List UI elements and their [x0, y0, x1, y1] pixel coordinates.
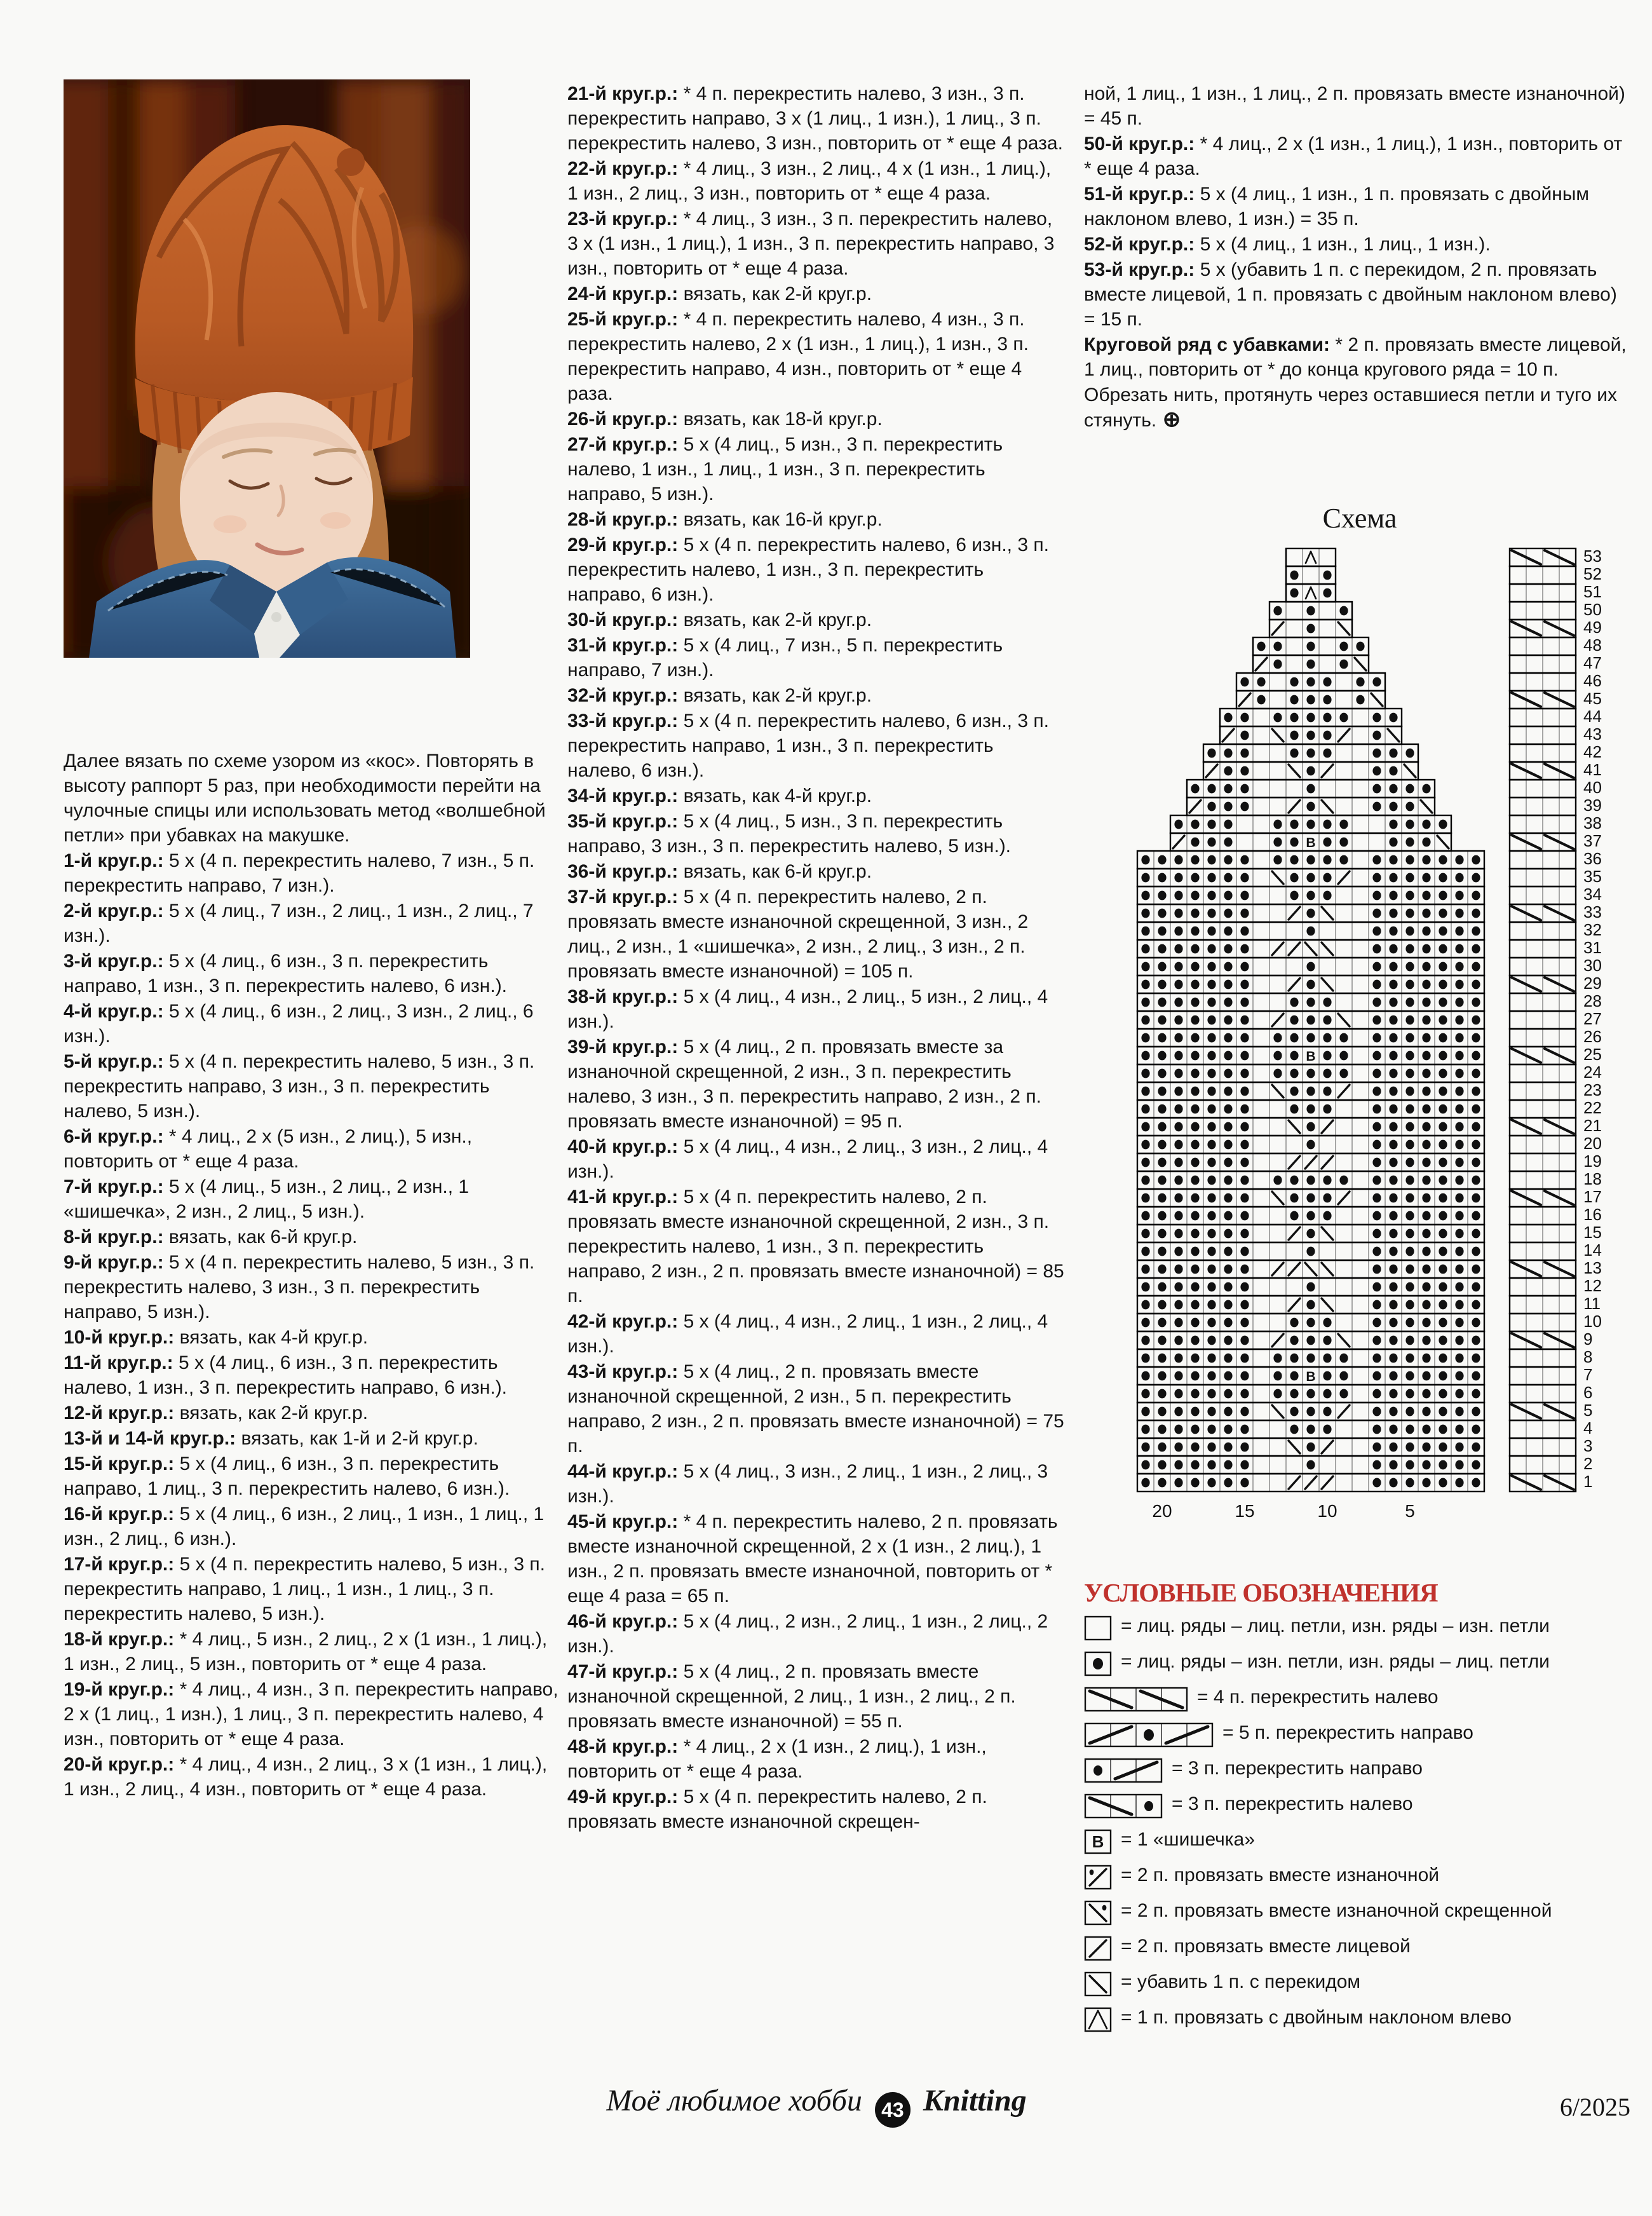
legend-item	[1084, 1685, 1643, 1715]
svg-text:41: 41	[1583, 760, 1602, 779]
svg-text:15: 15	[1583, 1223, 1602, 1242]
legend-text: = 2 п. провязать вместе лицевой	[1121, 1936, 1411, 1957]
instruction-row: 4-й круг.р.: 5 х (4 лиц., 6 изн., 2 лиц., 3 изн., 2 лиц., 6 изн.).	[64, 1001, 534, 1047]
svg-text:47: 47	[1583, 653, 1602, 672]
legend-item	[1084, 1792, 1643, 1822]
row-label: 18-й круг.р.:	[64, 1629, 180, 1650]
svg-text:13: 13	[1583, 1258, 1602, 1277]
instruction-row: 19-й круг.р.: * 4 лиц., 4 изн., 3 п. перекрестить направо, 2 х (1 лиц., 1 изн.), 1 лиц., 3 п. перекрестить налево, 4 изн., повторить от * еще 4 раза.	[64, 1679, 559, 1750]
legend-text: = 3 п. перекрестить налево	[1172, 1793, 1413, 1814]
legend-symbol	[1084, 1936, 1112, 1964]
row-label: 26-й круг.р.:	[567, 409, 684, 430]
instruction-row: 34-й круг.р.: вязать, как 4-й круг.р.	[567, 785, 872, 806]
row-label: 51-й круг.р.:	[1084, 184, 1200, 205]
row-label: 47-й круг.р.:	[567, 1661, 684, 1682]
instruction-row: 28-й круг.р.: вязать, как 16-й круг.р.	[567, 509, 883, 530]
instruction-row: 35-й круг.р.: 5 х (4 лиц., 5 изн., 3 п. перекрестить направо, 3 изн., 3 п. перекрестить налево, 5 изн.).	[567, 811, 1012, 857]
instruction-row: 44-й круг.р.: 5 х (4 лиц., 3 изн., 2 лиц., 1 изн., 2 лиц., 3 изн.).	[567, 1461, 1048, 1507]
row-label: 40-й круг.р.:	[567, 1136, 684, 1157]
row-label: 35-й круг.р.:	[567, 811, 684, 832]
instruction-row: 20-й круг.р.: * 4 лиц., 4 изн., 2 лиц., 3 х (1 изн., 1 лиц.), 1 изн., 2 лиц., 4 изн., повторить от * еще 4 раза.	[64, 1754, 548, 1800]
instruction-row: 41-й круг.р.: 5 х (4 п. перекрестить налево, 2 п. провязать вместе изнаночной скрещенной, 2 изн., 3 п. перекрестить налево, 1 изн., 3 п. перекрестить направо, 2 изн., 2 п. провязать вместе изнаночной) = 85 п.	[567, 1186, 1064, 1307]
row-label: 22-й круг.р.:	[567, 158, 684, 179]
row-label: 11-й круг.р.:	[64, 1352, 179, 1373]
legend-symbol	[1084, 1758, 1163, 1786]
row-label: 5-й круг.р.:	[64, 1051, 169, 1072]
legend-item	[1084, 1614, 1643, 1644]
instruction-row: 12-й круг.р.: вязать, как 2-й круг.р.	[64, 1403, 369, 1424]
instruction-row: 5-й круг.р.: 5 х (4 п. перекрестить налево, 5 изн., 3 п. перекрестить направо, 3 изн., 3 п. перекрестить налево, 5 изн.).	[64, 1051, 535, 1122]
instruction-row: Круговой ряд с убавками: * 2 п. провязать вместе лицевой, 1 лиц., повторить от * до конца кругового ряда = 10 п.	[1084, 334, 1627, 380]
svg-text:19: 19	[1583, 1152, 1602, 1171]
instruction-row: 39-й круг.р.: 5 х (4 лиц., 2 п. провязать вместе за изнаночной скрещенной, 2 изн., 3 п. перекрестить налево, 3 изн., 3 п. перекрестить направо, 2 изн., 2 п. провязать вместе изнаночной) = 95 п.	[567, 1037, 1041, 1132]
instruction-row: 31-й круг.р.: 5 х (4 лиц., 7 изн., 5 п. перекрестить направо, 7 изн.).	[567, 635, 1003, 681]
legend-symbol-p2togtbl	[1084, 1900, 1112, 1926]
svg-text:14: 14	[1583, 1241, 1602, 1260]
row-label: 39-й круг.р.:	[567, 1037, 684, 1057]
row-label: 52-й круг.р.:	[1084, 234, 1200, 255]
legend-item	[1084, 1650, 1643, 1680]
legend-item	[1084, 1934, 1643, 1964]
instruction-row: 43-й круг.р.: 5 х (4 лиц., 2 п. провязать вместе изнаночной скрещенной, 2 изн., 5 п. перекрестить направо, 2 изн., 2 п. провязать вместе изнаночной) = 75 п.	[567, 1361, 1064, 1457]
legend-symbol-cdd	[1084, 2007, 1112, 2032]
middle-column	[567, 81, 1065, 1835]
svg-text:9: 9	[1583, 1329, 1593, 1349]
instruction-row: 50-й круг.р.: * 4 лиц., 2 х (1 изн., 1 лиц.), 1 изн., повторить от * еще 4 раза.	[1084, 133, 1623, 179]
svg-text:21: 21	[1583, 1116, 1602, 1135]
legend-symbol-k2tog	[1084, 1936, 1112, 1961]
svg-text:5: 5	[1583, 1401, 1593, 1420]
legend-symbol	[1084, 1651, 1112, 1680]
legend-symbol-cable4l	[1084, 1687, 1188, 1712]
instruction-row: 53-й круг.р.: 5 х (убавить 1 п. с перекидом, 2 п. провязать вместе лицевой, 1 п. провязать с двойным наклоном влево) = 15 п.	[1084, 259, 1617, 330]
chart-grid	[1099, 543, 1633, 1560]
instruction-row: 3-й круг.р.: 5 х (4 лиц., 6 изн., 3 п. перекрестить направо, 1 изн., 3 п. перекрестить налево, 6 изн.).	[64, 951, 508, 996]
instruction-row: 13-й и 14-й круг.р.: вязать, как 1-й и 2-й круг.р.	[64, 1428, 478, 1449]
row-label: 2-й круг.р.:	[64, 901, 169, 921]
svg-text:16: 16	[1583, 1205, 1602, 1224]
svg-text:37: 37	[1583, 831, 1602, 850]
legend-text: = убавить 1 п. с перекидом	[1121, 1971, 1361, 1992]
svg-text:6: 6	[1583, 1383, 1593, 1402]
instruction-row: Обрезать нить, протянуть через оставшиеся петли и туго их стянуть. ⊕	[1084, 384, 1618, 432]
legend-item	[1084, 1828, 1643, 1858]
row-label: 1-й круг.р.:	[64, 850, 169, 871]
instruction-row: 24-й круг.р.: вязать, как 2-й круг.р.	[567, 283, 872, 304]
svg-text:2: 2	[1583, 1454, 1593, 1473]
svg-text:34: 34	[1583, 885, 1602, 904]
row-label: 37-й круг.р.:	[567, 887, 684, 907]
svg-text:15: 15	[1235, 1501, 1255, 1521]
chart-title: Схема	[1322, 503, 1397, 534]
svg-text:24: 24	[1583, 1063, 1602, 1082]
svg-text:23: 23	[1583, 1080, 1602, 1099]
row-label: 19-й круг.р.:	[64, 1679, 180, 1700]
row-label: 29-й круг.р.:	[567, 534, 684, 555]
svg-text:51: 51	[1583, 582, 1602, 601]
svg-text:38: 38	[1583, 813, 1602, 833]
legend-text: = 1 «шишечка»	[1121, 1829, 1255, 1850]
svg-text:36: 36	[1583, 849, 1602, 868]
legend-symbol	[1084, 1687, 1188, 1715]
legend-symbol-purl	[1084, 1651, 1112, 1676]
footer-issue: 6/2025	[1559, 2093, 1630, 2121]
row-label: 15-й круг.р.:	[64, 1453, 180, 1474]
svg-text:27: 27	[1583, 1009, 1602, 1028]
legend-symbol-cross3l	[1084, 1793, 1163, 1819]
svg-text:50: 50	[1583, 600, 1602, 619]
row-label: 53-й круг.р.:	[1084, 259, 1200, 280]
legend-symbol-knit	[1084, 1615, 1112, 1641]
svg-text:46: 46	[1583, 671, 1602, 690]
instruction-row: 23-й круг.р.: * 4 лиц., 3 изн., 3 п. перекрестить налево, 3 х (1 изн., 1 лиц.), 1 изн., 3 п. перекрестить направо, 3 изн., повторить от * еще 4 раза.	[567, 208, 1055, 279]
footer-brand-left: Моё любимое хобби	[606, 2084, 862, 2117]
svg-text:44: 44	[1583, 707, 1602, 726]
svg-text:12: 12	[1583, 1276, 1602, 1295]
row-label: 8-й круг.р.:	[64, 1227, 169, 1247]
legend-item	[1084, 2006, 1643, 2036]
instruction-row: 49-й круг.р.: 5 х (4 п. перекрестить налево, 2 п. провязать вместе изнаночной скрещен-	[567, 1786, 987, 1832]
knitting-chart	[1099, 502, 1633, 1563]
instruction-row: 25-й круг.р.: * 4 п. перекрестить налево, 4 изн., 3 п. перекрестить налево, 2 х (1 изн., 1 лиц.), 1 изн., 3 п. перекрестить направо, 4 изн., повторить от * еще 4 раза.	[567, 309, 1029, 404]
svg-text:1: 1	[1583, 1472, 1593, 1491]
instruction-row: 6-й круг.р.: * 4 лиц., 2 х (5 изн., 2 лиц.), 5 изн., повторить от * еще 4 раза.	[64, 1126, 473, 1172]
svg-text:28: 28	[1583, 991, 1602, 1010]
instruction-row: 47-й круг.р.: 5 х (4 лиц., 2 п. провязать вместе изнаночной скрещенной, 2 лиц., 1 изн., 2 лиц., 2 п. провязать вместе изнаночной) = 55 п.	[567, 1661, 1016, 1732]
instruction-row: 40-й круг.р.: 5 х (4 лиц., 4 изн., 2 лиц., 3 изн., 2 лиц., 4 изн.).	[567, 1136, 1048, 1182]
page-number-badge: 43	[875, 2092, 911, 2128]
svg-text:30: 30	[1583, 956, 1602, 975]
svg-text:42: 42	[1583, 742, 1602, 761]
row-label: 33-й круг.р.:	[567, 710, 684, 731]
svg-text:17: 17	[1583, 1187, 1602, 1206]
row-label: 43-й круг.р.:	[567, 1361, 684, 1382]
row-label: 20-й круг.р.:	[64, 1754, 180, 1775]
row-label: 23-й круг.р.:	[567, 208, 684, 229]
instruction-row: 38-й круг.р.: 5 х (4 лиц., 4 изн., 2 лиц., 5 изн., 2 лиц., 4 изн.).	[567, 986, 1048, 1032]
svg-text:5: 5	[1405, 1501, 1415, 1521]
instruction-row: 33-й круг.р.: 5 х (4 п. перекрестить налево, 6 изн., 3 п. перекрестить направо, 1 изн., 3 п. перекрестить налево, 6 изн.).	[567, 710, 1049, 781]
instruction-row: 51-й круг.р.: 5 х (4 лиц., 1 изн., 1 п. провязать с двойным наклоном влево, 1 изн.) = 35 п.	[1084, 184, 1590, 229]
row-label: 36-й круг.р.:	[567, 861, 684, 882]
row-label: 6-й круг.р.:	[64, 1126, 169, 1147]
end-of-pattern-icon: ⊕	[1156, 407, 1181, 432]
left-column	[64, 749, 560, 1802]
row-label: 16-й круг.р.:	[64, 1504, 180, 1525]
instruction-row: 52-й круг.р.: 5 х (4 лиц., 1 изн., 1 лиц., 1 изн.).	[1084, 234, 1491, 255]
row-label: 24-й круг.р.:	[567, 283, 684, 304]
row-label: 31-й круг.р.:	[567, 635, 684, 656]
instruction-row: Далее вязать по схеме узором из «кос». Повторять в высоту раппорт 5 раз, при необходимости перейти на чулочные спицы или использовать метод «волшебной петли» при убавках на макушке.	[64, 751, 546, 846]
instruction-row: 22-й круг.р.: * 4 лиц., 3 изн., 2 лиц., 4 х (1 изн., 1 лиц.), 1 изн., 2 лиц., 3 изн., повторить от * еще 4 раза.	[567, 158, 1052, 204]
legend-symbol	[1084, 1900, 1112, 1929]
row-label: 49-й круг.р.:	[567, 1786, 684, 1807]
instruction-row: 8-й круг.р.: вязать, как 6-й круг.р.	[64, 1227, 358, 1247]
instruction-row: 17-й круг.р.: 5 х (4 п. перекрестить налево, 5 изн., 3 п. перекрестить направо, 1 лиц., 1 изн., 1 лиц., 3 п. перекрестить налево, 5 изн.).	[64, 1554, 545, 1624]
legend-symbol-bobble	[1084, 1829, 1112, 1854]
row-label: 13-й и 14-й круг.р.:	[64, 1428, 241, 1449]
row-label: 9-й круг.р.:	[64, 1252, 169, 1273]
instruction-row: 46-й круг.р.: 5 х (4 лиц., 2 изн., 2 лиц., 1 изн., 2 лиц., 2 изн.).	[567, 1611, 1048, 1657]
svg-text:48: 48	[1583, 636, 1602, 655]
svg-text:20: 20	[1583, 1134, 1602, 1153]
legend-symbol	[1084, 1793, 1163, 1822]
instruction-row: 2-й круг.р.: 5 х (4 лиц., 7 изн., 2 лиц., 1 изн., 2 лиц., 7 изн.).	[64, 901, 534, 946]
row-label: 12-й круг.р.:	[64, 1403, 180, 1424]
svg-text:26: 26	[1583, 1027, 1602, 1046]
svg-text:29: 29	[1583, 974, 1602, 993]
svg-text:53: 53	[1583, 547, 1602, 566]
svg-text:31: 31	[1583, 938, 1602, 957]
row-label: 41-й круг.р.:	[567, 1186, 684, 1207]
row-label: 25-й круг.р.:	[567, 309, 684, 330]
svg-text:43: 43	[1583, 724, 1602, 744]
row-label: 21-й круг.р.:	[567, 83, 684, 104]
legend	[1084, 1577, 1643, 2041]
legend-item	[1084, 1757, 1643, 1786]
svg-text:3: 3	[1583, 1436, 1593, 1455]
instruction-row: ной, 1 лиц., 1 изн., 1 лиц., 2 п. провязать вместе изнаночной) = 45 п.	[1084, 83, 1625, 129]
row-label: 45-й круг.р.:	[567, 1511, 684, 1532]
legend-symbol	[1084, 1829, 1112, 1858]
legend-text: = 1 п. провязать с двойным наклоном влево	[1121, 2007, 1512, 2028]
svg-text:52: 52	[1583, 564, 1602, 583]
instruction-row: 7-й круг.р.: 5 х (4 лиц., 5 изн., 2 лиц., 2 изн., 1 «шишечка», 2 изн., 2 лиц., 5 изн.).	[64, 1176, 470, 1222]
svg-text:4: 4	[1583, 1418, 1593, 1438]
legend-symbol-cross3r	[1084, 1758, 1163, 1783]
row-label: 28-й круг.р.:	[567, 509, 684, 530]
instruction-row: 30-й круг.р.: вязать, как 2-й круг.р.	[567, 609, 872, 630]
svg-text:B: B	[1306, 1370, 1316, 1384]
row-label: 30-й круг.р.:	[567, 609, 684, 630]
instruction-row: 27-й круг.р.: 5 х (4 лиц., 5 изн., 3 п. перекрестить налево, 1 изн., 1 лиц., 1 изн., 3 п. перекрестить направо, 5 изн.).	[567, 434, 1003, 505]
row-label: 48-й круг.р.:	[567, 1736, 684, 1757]
legend-item	[1084, 1899, 1643, 1929]
row-label: 32-й круг.р.:	[567, 685, 684, 706]
svg-text:33: 33	[1583, 902, 1602, 921]
svg-text:49: 49	[1583, 618, 1602, 637]
instruction-row: 21-й круг.р.: * 4 п. перекрестить налево, 3 изн., 3 п. перекрестить направо, 3 х (1 лиц., 1 изн.), 1 лиц., 3 п. перекрестить налево, 3 изн., повторить от * еще 4 раза.	[567, 83, 1063, 154]
svg-text:39: 39	[1583, 796, 1602, 815]
row-label: 10-й круг.р.:	[64, 1327, 180, 1348]
row-label: 42-й круг.р.:	[567, 1311, 684, 1332]
svg-text:11: 11	[1583, 1294, 1601, 1313]
row-label: 17-й круг.р.:	[64, 1554, 180, 1575]
instruction-row: 37-й круг.р.: 5 х (4 п. перекрестить налево, 2 п. провязать вместе изнаночной скрещенной, 3 изн., 2 лиц., 2 изн., 1 «шишечка», 2 изн., 2 лиц., 3 изн., 2 п. провязать вместе изнаночной) = 105 п.	[567, 887, 1029, 982]
instruction-row: 1-й круг.р.: 5 х (4 п. перекрестить налево, 7 изн., 5 п. перекрестить направо, 7 изн.).	[64, 850, 535, 896]
svg-text:8: 8	[1583, 1347, 1593, 1366]
svg-text:20: 20	[1152, 1501, 1172, 1521]
svg-text:7: 7	[1583, 1365, 1593, 1384]
legend-items	[1084, 1614, 1643, 2036]
row-label: Круговой ряд с убавками:	[1084, 334, 1336, 355]
row-label: 44-й круг.р.:	[567, 1461, 684, 1482]
row-label: 27-й круг.р.:	[567, 434, 684, 455]
legend-text: = 3 п. перекрестить направо	[1172, 1758, 1423, 1779]
legend-item	[1084, 1970, 1643, 2000]
instruction-row: 15-й круг.р.: 5 х (4 лиц., 6 изн., 3 п. перекрестить направо, 1 лиц., 3 п. перекрестить налево, 6 изн.).	[64, 1453, 510, 1499]
instruction-row: 16-й круг.р.: 5 х (4 лиц., 6 изн., 2 лиц., 1 изн., 1 лиц., 1 изн., 2 лиц., 6 изн.).	[64, 1504, 545, 1549]
instruction-row: 26-й круг.р.: вязать, как 18-й круг.р.	[567, 409, 883, 430]
legend-text: = лиц. ряды – лиц. петли, изн. ряды – изн. петли	[1121, 1615, 1550, 1636]
svg-text:40: 40	[1583, 778, 1602, 797]
row-label: 38-й круг.р.:	[567, 986, 684, 1007]
svg-text:18: 18	[1583, 1169, 1602, 1188]
legend-text: = 4 п. перекрестить налево	[1197, 1687, 1439, 1708]
legend-symbol	[1084, 1722, 1214, 1751]
legend-symbol-skp	[1084, 1971, 1112, 1997]
legend-symbol	[1084, 1865, 1112, 1893]
instruction-row: 36-й круг.р.: вязать, как 6-й круг.р.	[567, 861, 872, 882]
row-label: 3-й круг.р.:	[64, 951, 169, 972]
row-label: 46-й круг.р.:	[567, 1611, 684, 1632]
svg-text:B: B	[1306, 836, 1316, 850]
instruction-row: 10-й круг.р.: вязать, как 4-й круг.р.	[64, 1327, 369, 1348]
legend-text: = 2 п. провязать вместе изнаночной скрещенной	[1121, 1900, 1552, 1921]
instruction-row: 45-й круг.р.: * 4 п. перекрестить налево, 2 п. провязать вместе изнаночной скрещенной, 2 х (1 изн., 2 лиц.), 1 изн., 2 п. провязать вместе изнаночной, повторить от * еще 4 раза = 65 п.	[567, 1511, 1058, 1607]
legend-text: = лиц. ряды – изн. петли, изн. ряды – лиц. петли	[1121, 1651, 1550, 1672]
hat-photo	[64, 79, 470, 658]
instruction-row: 18-й круг.р.: * 4 лиц., 5 изн., 2 лиц., 2 х (1 изн., 1 лиц.), 1 изн., 2 лиц., 5 изн., повторить от * еще 4 раза.	[64, 1629, 548, 1675]
svg-text:25: 25	[1583, 1045, 1602, 1064]
legend-symbol-cable5r	[1084, 1722, 1214, 1748]
svg-text:22: 22	[1583, 1098, 1602, 1117]
instruction-row: 9-й круг.р.: 5 х (4 п. перекрестить налево, 5 изн., 3 п. перекрестить налево, 3 изн., 3 п. перекрестить направо, 5 изн.).	[64, 1252, 535, 1322]
legend-item	[1084, 1721, 1643, 1751]
instruction-row: 29-й круг.р.: 5 х (4 п. перекрестить налево, 6 изн., 3 п. перекрестить налево, 1 изн., 3 п. перекрестить направо, 6 изн.).	[567, 534, 1049, 605]
hat-photo-illustration	[64, 79, 470, 658]
svg-text:32: 32	[1583, 920, 1602, 939]
legend-symbol	[1084, 2007, 1112, 2036]
svg-text:B: B	[1306, 1049, 1316, 1064]
svg-text:35: 35	[1583, 867, 1602, 886]
footer-brand-right: Knitting	[923, 2084, 1027, 2117]
row-label: 7-й круг.р.:	[64, 1176, 169, 1197]
legend-symbol	[1084, 1971, 1112, 2000]
legend-text: = 2 п. провязать вместе изнаночной	[1121, 1865, 1440, 1886]
legend-symbol	[1084, 1615, 1112, 1644]
instruction-row: 11-й круг.р.: 5 х (4 лиц., 6 изн., 3 п. перекрестить налево, 1 изн., 3 п. перекрестить направо, 6 изн.).	[64, 1352, 508, 1398]
legend-title: УСЛОВНЫЕ ОБОЗНАЧЕНИЯ	[1084, 1578, 1438, 1607]
legend-text: = 5 п. перекрестить направо	[1222, 1722, 1473, 1743]
instruction-row: 42-й круг.р.: 5 х (4 лиц., 4 изн., 2 лиц., 1 изн., 2 лиц., 4 изн.).	[567, 1311, 1048, 1357]
svg-text:10: 10	[1317, 1501, 1337, 1521]
right-column-text	[1084, 81, 1628, 433]
footer-brand	[546, 2083, 1087, 2128]
legend-item	[1084, 1863, 1643, 1893]
row-label: 34-й круг.р.:	[567, 785, 684, 806]
instruction-row: 32-й круг.р.: вязать, как 2-й круг.р.	[567, 685, 872, 706]
svg-text:45: 45	[1583, 689, 1602, 708]
legend-symbol-p2tog	[1084, 1865, 1112, 1890]
row-label: 4-й круг.р.:	[64, 1001, 169, 1022]
row-label: 50-й круг.р.:	[1084, 133, 1200, 154]
svg-text:10: 10	[1583, 1312, 1602, 1331]
svg-text:B: B	[1092, 1832, 1104, 1851]
instruction-row: 48-й круг.р.: * 4 лиц., 2 х (1 изн., 2 лиц.), 1 изн., повторить от * еще 4 раза.	[567, 1736, 987, 1782]
